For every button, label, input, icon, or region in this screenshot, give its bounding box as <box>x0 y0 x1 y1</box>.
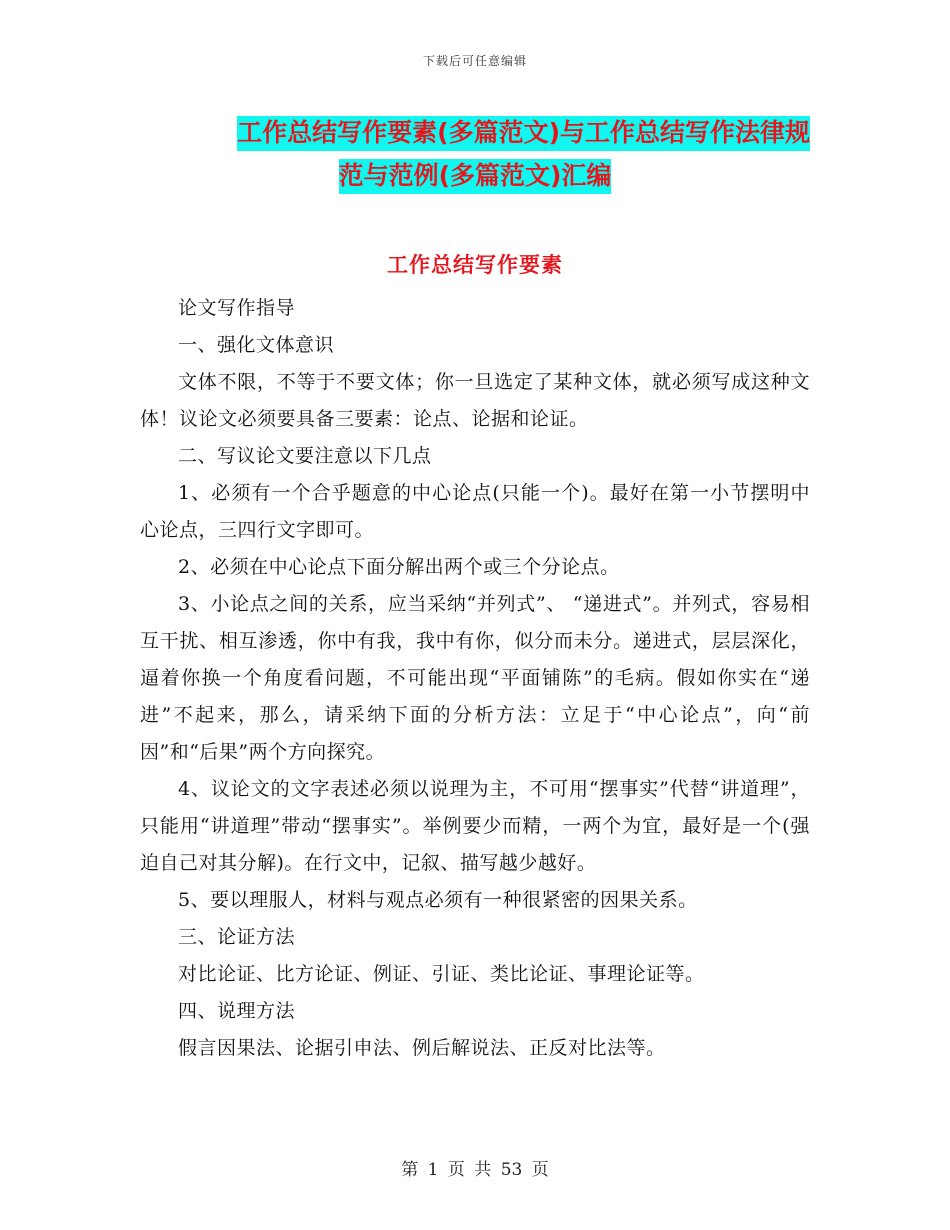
section-title: 工作总结写作要素 <box>387 253 563 277</box>
paragraph: 假言因果法、论据引申法、例后解说法、正反对比法等。 <box>178 1037 666 1059</box>
paragraph: 论文写作指导 <box>178 297 296 319</box>
paragraph: 对比论证、比方论证、例证、引证、类比论证、事理论证等。 <box>178 963 705 985</box>
paragraph: 三、论证方法 <box>178 926 296 948</box>
document-title-line-1-text: 工作总结写作要素(多篇范文)与工作总结写作法律规 <box>237 116 810 151</box>
paragraph: 四、说理方法 <box>178 1000 296 1022</box>
document-title-line-1 <box>140 113 810 149</box>
header-note: 下载后可任意编辑 <box>422 54 527 68</box>
document-body <box>140 290 810 1067</box>
paragraph: 1、必须有一个合乎题意的中心论点(只能一个)。最好在第一小节摆明中心论点，三四行文字即可。 <box>140 482 810 541</box>
paragraph: 一、强化文体意识 <box>178 334 335 356</box>
paragraph: 2、必须在中心论点下面分解出两个或三个分论点。 <box>178 556 620 578</box>
document-title-line-2 <box>140 156 810 192</box>
paragraph: 5、要以理服人，材料与观点必须有一种很紧密的因果关系。 <box>178 889 698 911</box>
paragraph: 二、写议论文要注意以下几点 <box>178 445 432 467</box>
paragraph: 3、小论点之间的关系，应当采纳“并列式”、 “递进式”。并列式，容易相互干扰、相互渗透，你中有我，我中有你，似分而未分。递进式，层层深化，逼着你换一个角度看问题，不可能出现“平面铺陈”的毛病。假如你实在“递进”不起来，那么，请采纳下面的分析方法：立足于“中心论点”，向“前因”和“后果”两个方向探究。 <box>140 593 810 763</box>
paragraph: 4、议论文的文字表述必须以说理为主，不可用“摆事实”代替“讲道理”，只能用“讲道理”带动“摆事实”。举例要少而精，一两个为宜，最好是一个(强迫自己对其分解)。在行文中，记叙、描写越少越好。 <box>140 778 810 874</box>
page-number-footer: 第 1 页 共 53 页 <box>401 1160 549 1180</box>
document-title-line-2-text: 范与范例(多篇范文)汇编 <box>339 159 612 194</box>
paragraph: 文体不限，不等于不要文体；你一旦选定了某种文体，就必须写成这种文体！议论文必须要具备三要素：论点、论据和论证。 <box>140 371 810 430</box>
